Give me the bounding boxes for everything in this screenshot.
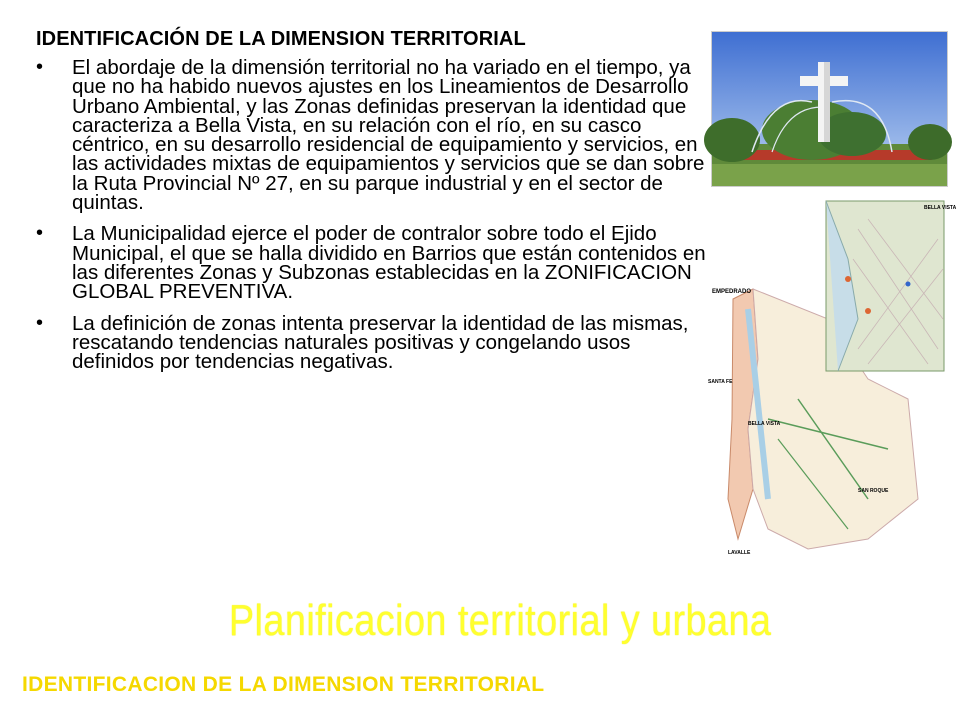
bullet-icon: • [36, 56, 44, 78]
bullet-icon: • [36, 311, 44, 334]
map-label: BELLA VISTA [748, 421, 781, 427]
map-label: EMPEDRADO [712, 289, 752, 295]
footer-caption: IDENTIFICACION DE LA DIMENSION TERRITORIAL [22, 673, 545, 696]
region-map [708, 199, 957, 561]
map-label: BELLA VISTA [924, 205, 957, 211]
slide-title: Planificacion territorial y urbana [228, 596, 772, 645]
slide-heading: IDENTIFICACIÓN DE LA DIMENSION TERRITORIAL [36, 28, 526, 50]
cross-monument-photo [711, 31, 948, 187]
bullet-text: La definición de zonas intenta preservar la identidad de las mismas, rescatando tendencias naturales positivas y congelando usos definidos por tendencias negativas. [72, 311, 689, 374]
bullet-list [34, 58, 706, 383]
bullet-item [34, 56, 706, 215]
map-label: LAVALLE [728, 550, 751, 556]
bullet-icon: • [36, 222, 44, 245]
map-label: SANTA FE [708, 379, 733, 385]
bullet-item [34, 222, 706, 304]
bullet-item [34, 311, 706, 374]
bullet-text: El abordaje de la dimensión territorial no ha variado en el tiempo, ya que no ha habido nuevos ajustes en los Lineamientos de Desarrollo Urbano Ambiental, y las Zonas definidas preservan la identidad que caracteriza a Bella Vista, en su relación con el río, en su casco céntrico, en su desarrollo residencial de equipamiento y servicios, en las actividades mixtas de equipamientos y servicios que se dan sobre la Ruta Provincial Nº 27, en su parque industrial y en el sector de quintas. [72, 56, 705, 215]
map-label: SAN ROQUE [858, 488, 889, 494]
bullet-text: La Municipalidad ejerce el poder de contralor sobre todo el Ejido Municipal, el que se halla dividido en Barrios que están contenidos en las diferentes Zonas y Subzonas establecidas en la ZONIFICACION GLOBAL PREVENTIVA. [72, 222, 706, 304]
